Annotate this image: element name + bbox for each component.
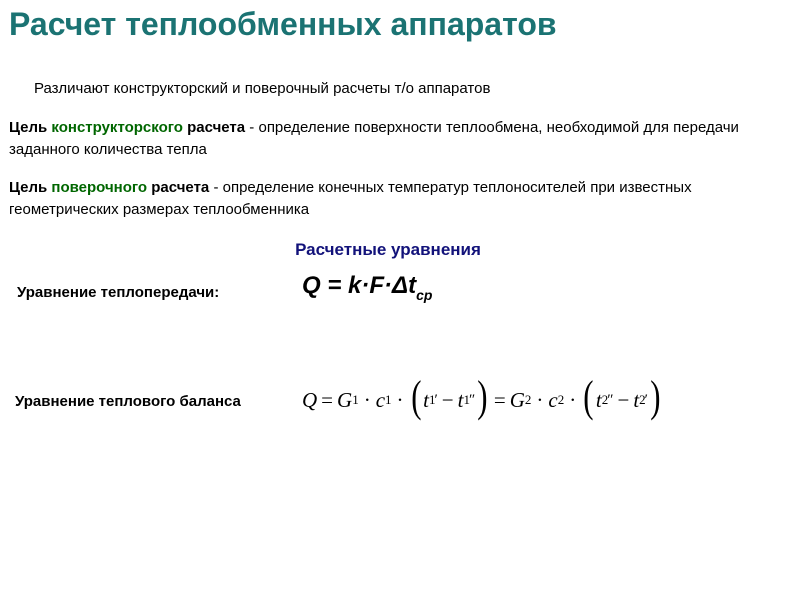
hb-c1: c [375, 387, 386, 412]
hb-t2b-sub: 2 [639, 392, 646, 407]
hb-G1-sub: 1 [352, 392, 359, 407]
hb-t1a-sub: 1 [429, 392, 436, 407]
hb-rparen-1: ) [477, 372, 488, 421]
hb-dot-1: · [363, 387, 371, 412]
hb-dot-4: · [569, 387, 577, 412]
hb-dot-3: · [536, 387, 544, 412]
hb-lparen-1: ( [410, 372, 421, 421]
hb-eq-1: = [321, 387, 334, 412]
para2-bold-tail: расчета [151, 179, 210, 196]
para2-rest: - определение конечных температур теплоносителей при известных геометрических размерах теплообменника [9, 179, 692, 218]
hb-c1-sub: 1 [385, 392, 392, 407]
heat-transfer-formula [302, 272, 432, 303]
hb-t2b: t [633, 387, 640, 412]
check-calc-paragraph [9, 177, 794, 221]
hb-G2: G [509, 387, 525, 412]
hb-rparen-2: ) [650, 372, 661, 421]
design-calc-paragraph [9, 117, 794, 161]
heat-transfer-formula-sub: ср [416, 287, 433, 303]
para2-highlight: поверочного [51, 179, 148, 196]
para2-lead: Цель [9, 179, 48, 196]
hb-t2b-mark: ′ [644, 391, 648, 408]
heat-transfer-formula-main: Q = k·F·Δt [302, 272, 417, 299]
hb-t1b-mark: ″ [468, 391, 476, 408]
hb-dot-2: · [396, 387, 404, 412]
hb-c2: c [548, 387, 558, 412]
intro-text: Различают конструкторский и поверочный расчеты т/о аппаратов [34, 80, 491, 97]
hb-eq-2: = [493, 387, 506, 412]
equations-heading: Расчетные уравнения [295, 240, 481, 259]
hb-c2-sub: 2 [557, 392, 565, 407]
hb-t2a-sub: 2 [601, 392, 609, 407]
page-title: Расчет теплообменных аппаратов [9, 6, 557, 42]
para1-bold-tail: расчета [187, 119, 246, 136]
heat-balance-formula [302, 372, 663, 423]
hb-lparen-2: ( [583, 372, 594, 421]
para1-rest: - определение поверхности теплообмена, необходимой для передачи заданного количества тепла [9, 119, 739, 158]
hb-G1: G [337, 387, 353, 412]
para1-highlight: конструкторского [51, 119, 183, 136]
hb-t2a-mark: ″ [607, 391, 614, 408]
hb-t2a: t [595, 387, 602, 412]
hb-Q: Q [302, 387, 318, 412]
heat-balance-label: Уравнение теплового баланса [15, 393, 241, 410]
hb-minus-2: − [617, 387, 630, 412]
hb-t1b-sub: 1 [463, 392, 470, 407]
heat-transfer-label: Уравнение теплопередачи: [17, 284, 220, 301]
hb-t1b: t [457, 387, 464, 412]
hb-t1a: t [423, 387, 430, 412]
para1-lead: Цель [9, 119, 48, 136]
hb-minus-1: − [441, 387, 454, 412]
hb-G2-sub: 2 [524, 392, 532, 407]
hb-t1a-mark: ′ [434, 391, 438, 408]
